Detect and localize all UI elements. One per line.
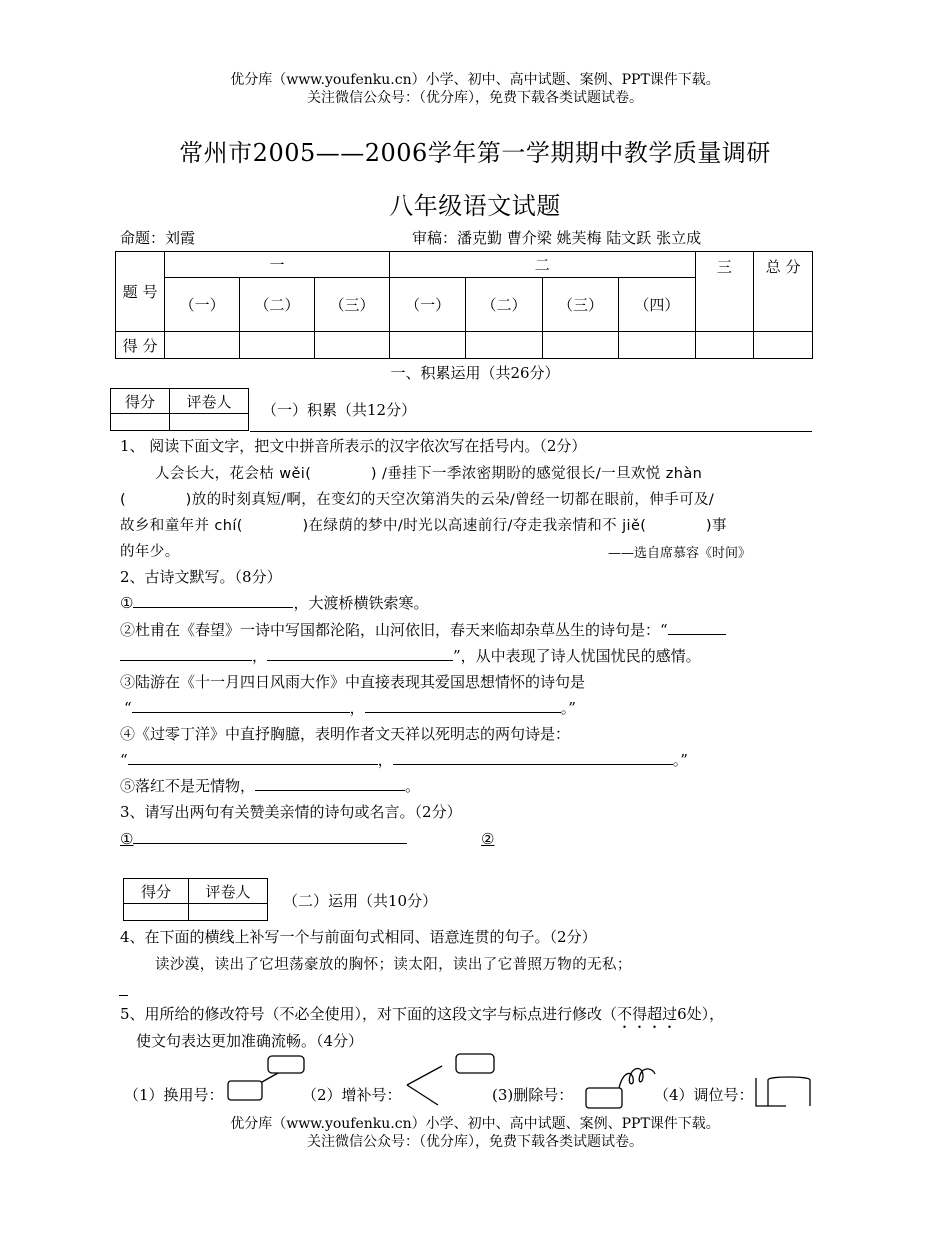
page-title: 常州市2005——2006学年第一学期期中教学质量调研 [179,139,771,167]
q2-b-blank-1[interactable] [668,620,726,635]
grader-box-2 [123,878,268,921]
part-3-header: 三 [695,252,754,332]
footer-line-2: 关注微信公众号：（优分库），免费下载各类试题试卷。 [307,1134,643,1150]
grader-score-cell[interactable] [124,904,189,921]
q5-stem-b: 6处）， [677,1005,725,1023]
q2-b-end: ”，从中表现了诗人忧国忧民的感情。 [453,647,701,665]
q1-passage-1: 人会长大，花会枯 wěi( ) /垂挂下一季浓密期盼的感觉很长/一旦欢悦 zhàn [155,466,703,482]
q2-stem: 2、古诗文默写。（8分） [120,568,282,586]
q4-stem: 4、在下面的横线上补写一个与前面句式相同、语意连贯的句子。（2分） [120,928,597,946]
grader-name-cell[interactable] [170,414,249,431]
part-1-header: 一 [165,252,390,278]
page-subtitle: 八年级语文试题 [389,192,561,220]
grader-score-cell[interactable] [111,414,170,431]
q3-stem: 3、请写出两句有关赞美亲情的诗句或名言。（2分） [120,803,462,821]
grader-score-label: 得分 [124,879,189,904]
part-2-sub-2: （二） [466,278,542,332]
swap-symbol-icon [748,1072,818,1112]
q2-c-end: 。” [560,699,576,717]
q2-e-end: 。 [405,777,421,795]
grader-name-label: 评卷人 [170,389,249,414]
symbol-2-label: （2）增补号： [302,1086,402,1104]
q5-stem-line [120,1004,724,1032]
symbol-3-label: (3)删除号： [492,1086,574,1104]
q2-e-blank[interactable] [255,776,405,791]
part-1-sub-1: （一） [165,278,240,332]
score-cell[interactable] [165,332,240,359]
q2-c-line [124,698,576,718]
sub-2-title: （二）运用（共10分） [283,892,438,910]
score-cell[interactable] [466,332,542,359]
q2-b-line [120,620,726,640]
footer-line-1: 优分库（www.youfenku.cn）小学、初中、高中试题、案例、PPT课件下载。 [230,1116,720,1132]
row-label-qnum: 题 号 [116,252,165,332]
q2-b-text: ②杜甫在《春望》一诗中写国都沦陷，山河依旧，春天来临却杂草丛生的诗句是：“ [120,621,668,639]
q2-a-mark: ① [120,594,134,612]
part-2-sub-4: （四） [619,278,695,332]
part-2-sub-3: （三） [542,278,618,332]
q3-mark-2: ② [481,830,495,848]
total-header: 总 分 [754,252,813,332]
delete-symbol-icon [583,1062,663,1114]
q3-blank-1[interactable] [133,829,407,844]
q3-line [120,829,407,849]
q5-stem-2: 使文句表达更加准确流畅。（4分） [136,1032,364,1050]
q2-a-line [120,593,428,613]
symbol-4-label: （4）调位号： [654,1086,754,1104]
grader-score-label: 得分 [111,389,170,414]
q5-emphasis: 不得超过 [617,1005,678,1023]
q2-c-open: “ [124,699,132,717]
q1-passage-4: 的年少。 [120,544,180,560]
q2-c-blank-1[interactable] [132,698,350,713]
grader-name-cell[interactable] [189,904,268,921]
sub-1-title: （一）积累（共12分） [262,401,417,419]
header-line-2: 关注微信公众号：（优分库），免费下载各类试题试卷。 [307,90,643,106]
q2-d-text: ④《过零丁洋》中直抒胸臆，表明作者文天祥以死明志的两句诗是： [120,725,571,743]
divider [250,431,812,432]
score-cell[interactable] [389,332,465,359]
q1-stem: 1、 阅读下面文字，把文中拼音所表示的汉字依次写在括号内。（2分） [120,437,587,455]
score-cell[interactable] [542,332,618,359]
q2-b-comma: ， [252,647,268,665]
row-label-score: 得 分 [116,332,165,359]
grader-name-label: 评卷人 [189,879,268,904]
section-1-title: 一、积累运用（共26分） [390,364,560,382]
q2-e-line [120,776,420,796]
score-cell[interactable] [240,332,315,359]
q2-d-blank-1[interactable] [128,750,378,765]
score-cell[interactable] [619,332,695,359]
q5-stem-a: 5、用所给的修改符号（不必全使用），对下面的这段文字与标点进行修改（ [120,1005,618,1023]
insert-symbol-icon [404,1050,499,1110]
q2-a-text: ，大渡桥横铁索寒。 [293,594,429,612]
q2-c-blank-2[interactable] [365,698,561,713]
q2-d-blank-2[interactable] [393,750,673,765]
q2-a-blank[interactable] [133,593,293,608]
q2-d-end: 。” [672,751,688,769]
q1-passage-3: 故乡和童年并 chí( )在绿荫的梦中/时光以高速前行/夺走我亲情和不 jiě( )事 [120,518,727,534]
q2-c-comma: ， [349,699,365,717]
header-line-1: 优分库（www.youfenku.cn）小学、初中、高中试题、案例、PPT课件下载。 [230,72,720,88]
score-cell[interactable] [695,332,754,359]
grader-box-1 [110,388,249,431]
part-2-header: 二 [389,252,695,278]
score-table [115,251,813,359]
part-1-sub-3: （三） [315,278,390,332]
q2-b-blank-3[interactable] [267,646,453,661]
q2-c-text: ③陆游在《十一月四日风雨大作》中直接表现其爱国思想情怀的诗句是 [120,673,586,691]
q2-b-line-2 [120,646,701,666]
q2-e-text: ⑤落红不是无情物， [120,777,256,795]
replace-symbol-icon [222,1052,307,1112]
symbol-1-label: （1）换用号： [124,1086,224,1104]
q2-b-blank-2[interactable] [120,646,252,661]
q1-source: ——选自席慕容《时间》 [608,546,752,561]
q3-mark-1: ① [120,830,134,848]
reviewers: 审稿：潘克勤 曹介梁 姚芙梅 陆文跃 张立成 [412,229,702,247]
score-cell[interactable] [754,332,813,359]
q1-passage-2: ( )放的时刻真短/啊，在变幻的天空次第消失的云朵/曾经一切都在眼前，伸手可及/ [120,492,715,508]
q2-d-open: “ [120,751,128,769]
part-2-sub-1: （一） [389,278,465,332]
author: 命题：刘霞 [120,229,196,247]
score-cell[interactable] [315,332,390,359]
q4-sentence: 读沙漠，读出了它坦荡豪放的胸怀；读太阳，读出了它普照万物的无私； [155,957,632,973]
q4-answer-blank[interactable] [119,995,128,996]
q2-d-comma: ， [377,751,393,769]
part-1-sub-2: （二） [240,278,315,332]
q2-d-line [120,750,688,770]
